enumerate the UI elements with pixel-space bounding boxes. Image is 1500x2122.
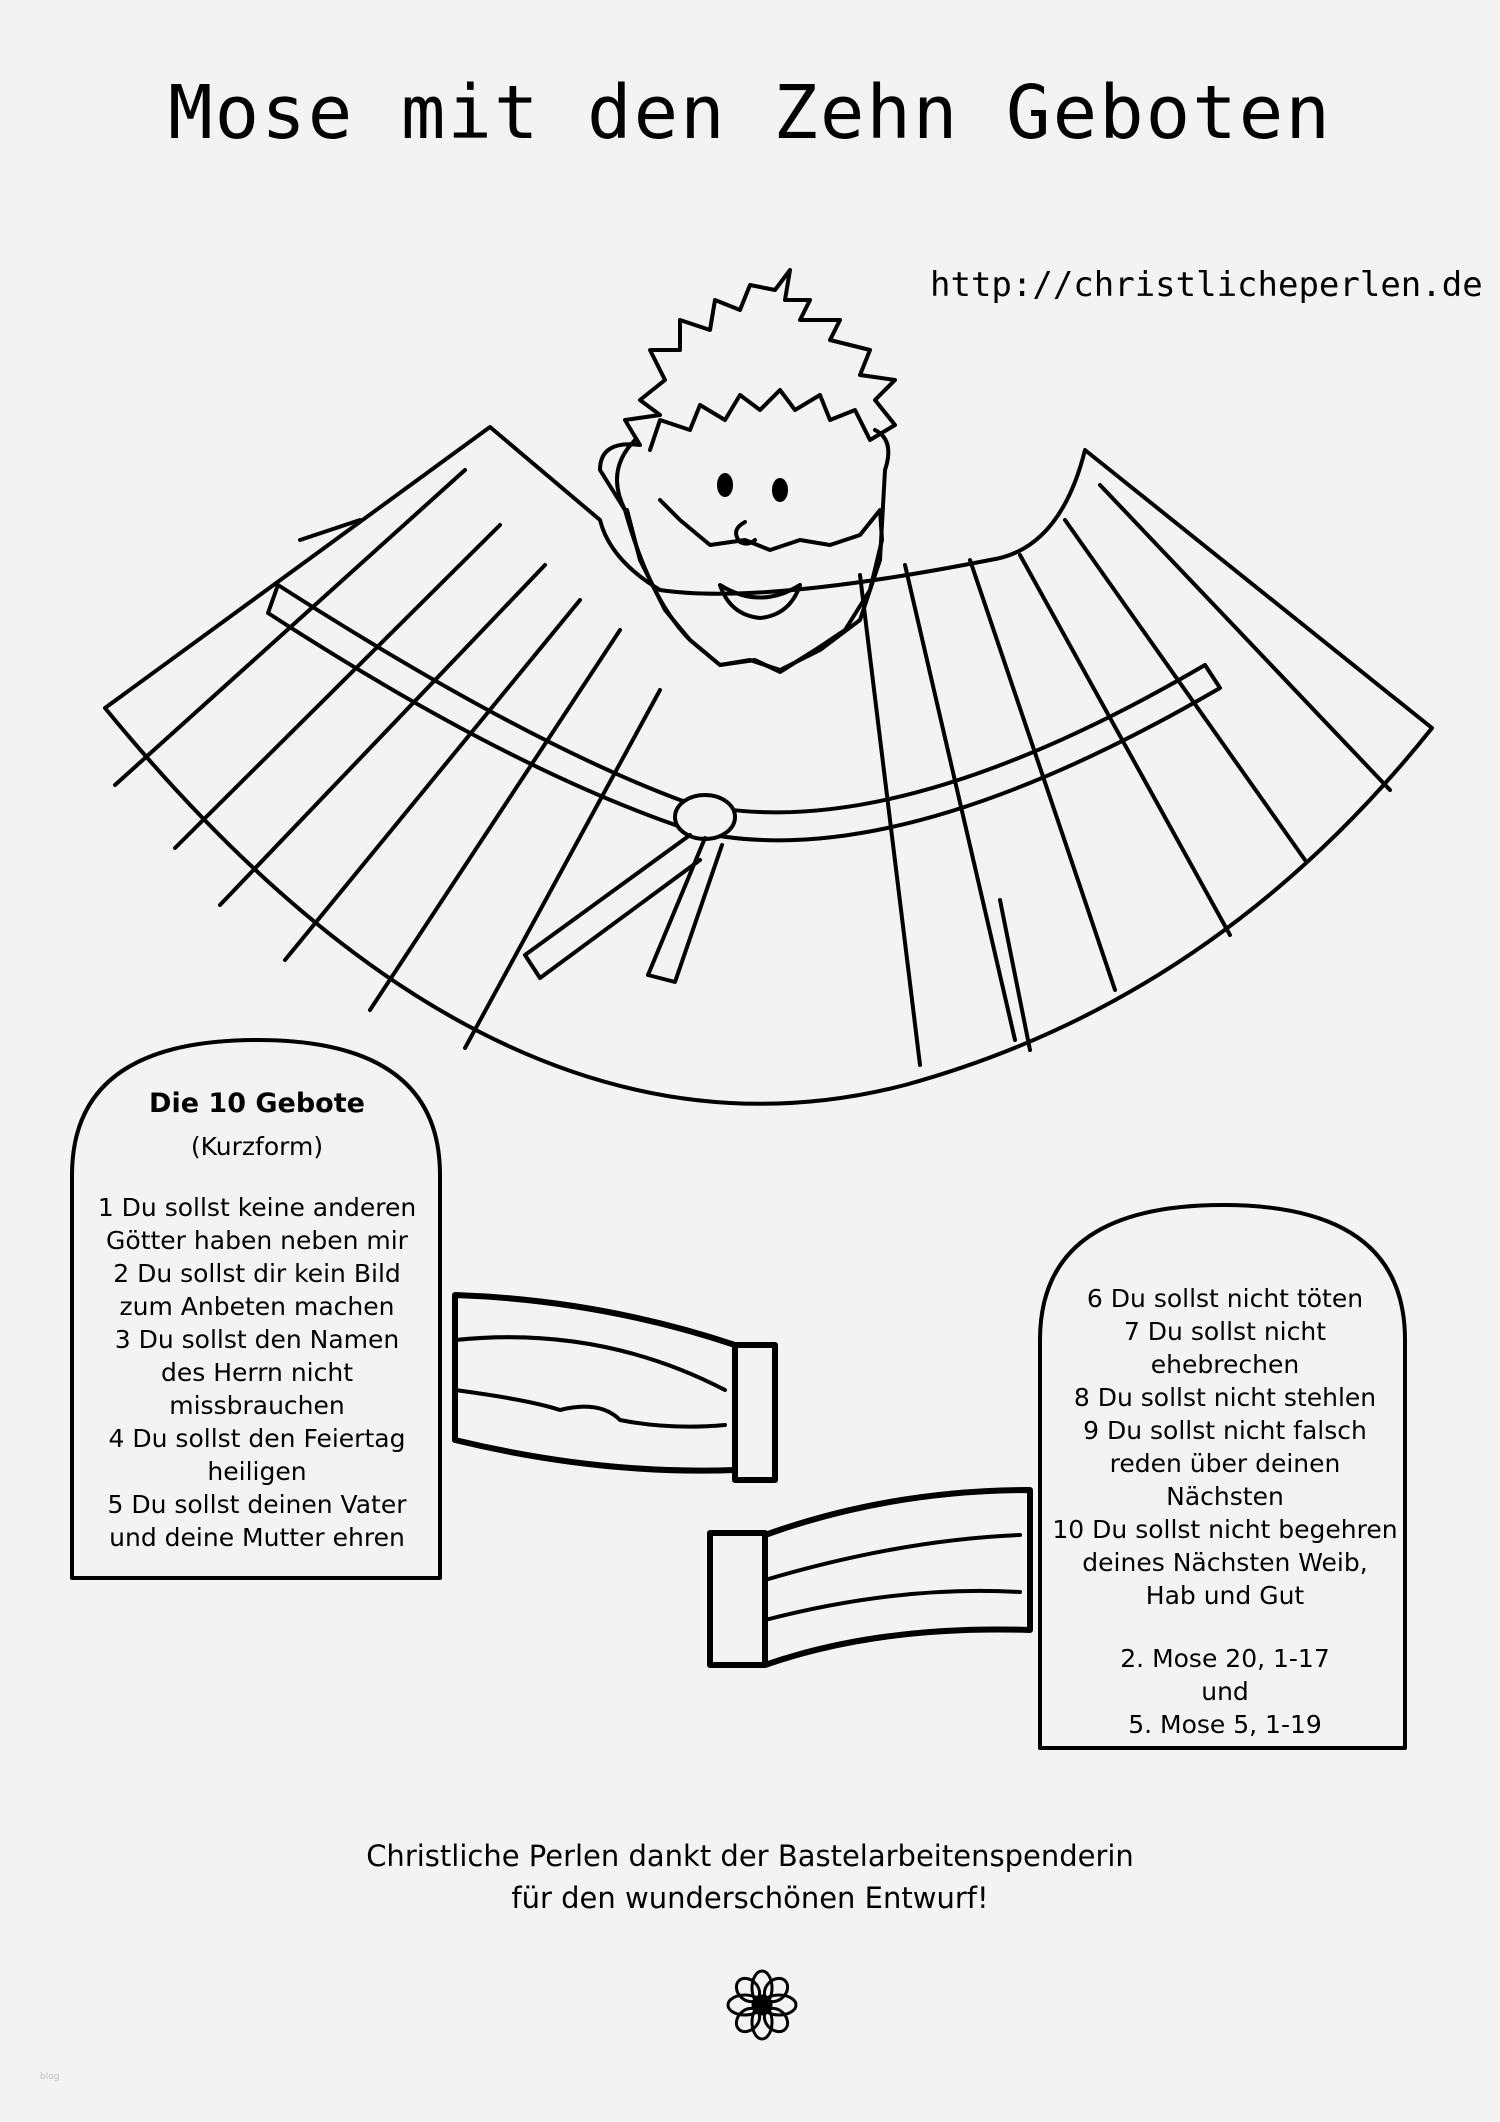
commandment-line: 9 Du sollst nicht falsch (1083, 1416, 1367, 1445)
commandment-line: missbrauchen (169, 1391, 345, 1420)
commandment-line: 6 Du sollst nicht töten (1086, 1284, 1364, 1313)
commandment-line: 5 Du sollst deinen Vater (107, 1490, 407, 1519)
commandment-line: Hab und Gut (1145, 1581, 1305, 1610)
thanks-line: Christliche Perlen dankt der Bastelarbeitenspenderin (366, 1839, 1134, 1873)
commandment-line: heiligen (207, 1457, 307, 1486)
thanks-note (0, 1835, 1500, 1919)
commandment-line: 1 Du sollst keine anderen (97, 1193, 417, 1222)
tablet-subheading: (Kurzform) (190, 1132, 324, 1161)
commandment-line: 4 Du sollst den Feiertag (108, 1424, 406, 1453)
watermark: blog (40, 2072, 60, 2082)
bible-reference: 2. Mose 20, 1-17 (1120, 1644, 1330, 1673)
commandment-line: 7 Du sollst nicht (1123, 1317, 1327, 1346)
commandment-line: 3 Du sollst den Namen (114, 1325, 400, 1354)
bible-reference: und (1201, 1677, 1249, 1706)
bible-reference: 5. Mose 5, 1-19 (1128, 1710, 1322, 1739)
commandment-line: 8 Du sollst nicht stehlen (1073, 1383, 1377, 1412)
moses-robe-outline (105, 427, 1432, 1104)
right-arm (710, 1490, 1030, 1665)
commandment-line: Nächsten (1166, 1482, 1284, 1511)
commandment-line: Götter haben neben mir (106, 1226, 408, 1255)
commandment-line: des Herrn nicht (160, 1358, 354, 1387)
flower-icon (728, 1971, 796, 2039)
commandment-line: ehebrechen (1150, 1350, 1300, 1379)
commandment-line: zum Anbeten machen (119, 1292, 395, 1321)
thanks-line: für den wunderschönen Entwurf! (511, 1881, 989, 1915)
left-arm (455, 1295, 775, 1480)
tablet-heading: Die 10 Gebote (149, 1088, 365, 1119)
website-url[interactable]: http://christlicheperlen.de (930, 265, 1483, 305)
commandment-line: 2 Du sollst dir kein Bild (113, 1259, 401, 1288)
commandment-line: 10 Du sollst nicht begehren (1052, 1515, 1398, 1544)
commandment-line: reden über deinen (1109, 1449, 1341, 1478)
commandment-line: und deine Mutter ehren (109, 1523, 405, 1552)
commandment-line: deines Nächsten Weib, (1082, 1548, 1368, 1577)
moses-belt (268, 585, 1220, 982)
page-title: Mose mit den Zehn Geboten (168, 70, 1332, 156)
right-tablet-text (1045, 1282, 1405, 1741)
moses-head (600, 270, 895, 672)
left-tablet-text (72, 1087, 442, 1554)
